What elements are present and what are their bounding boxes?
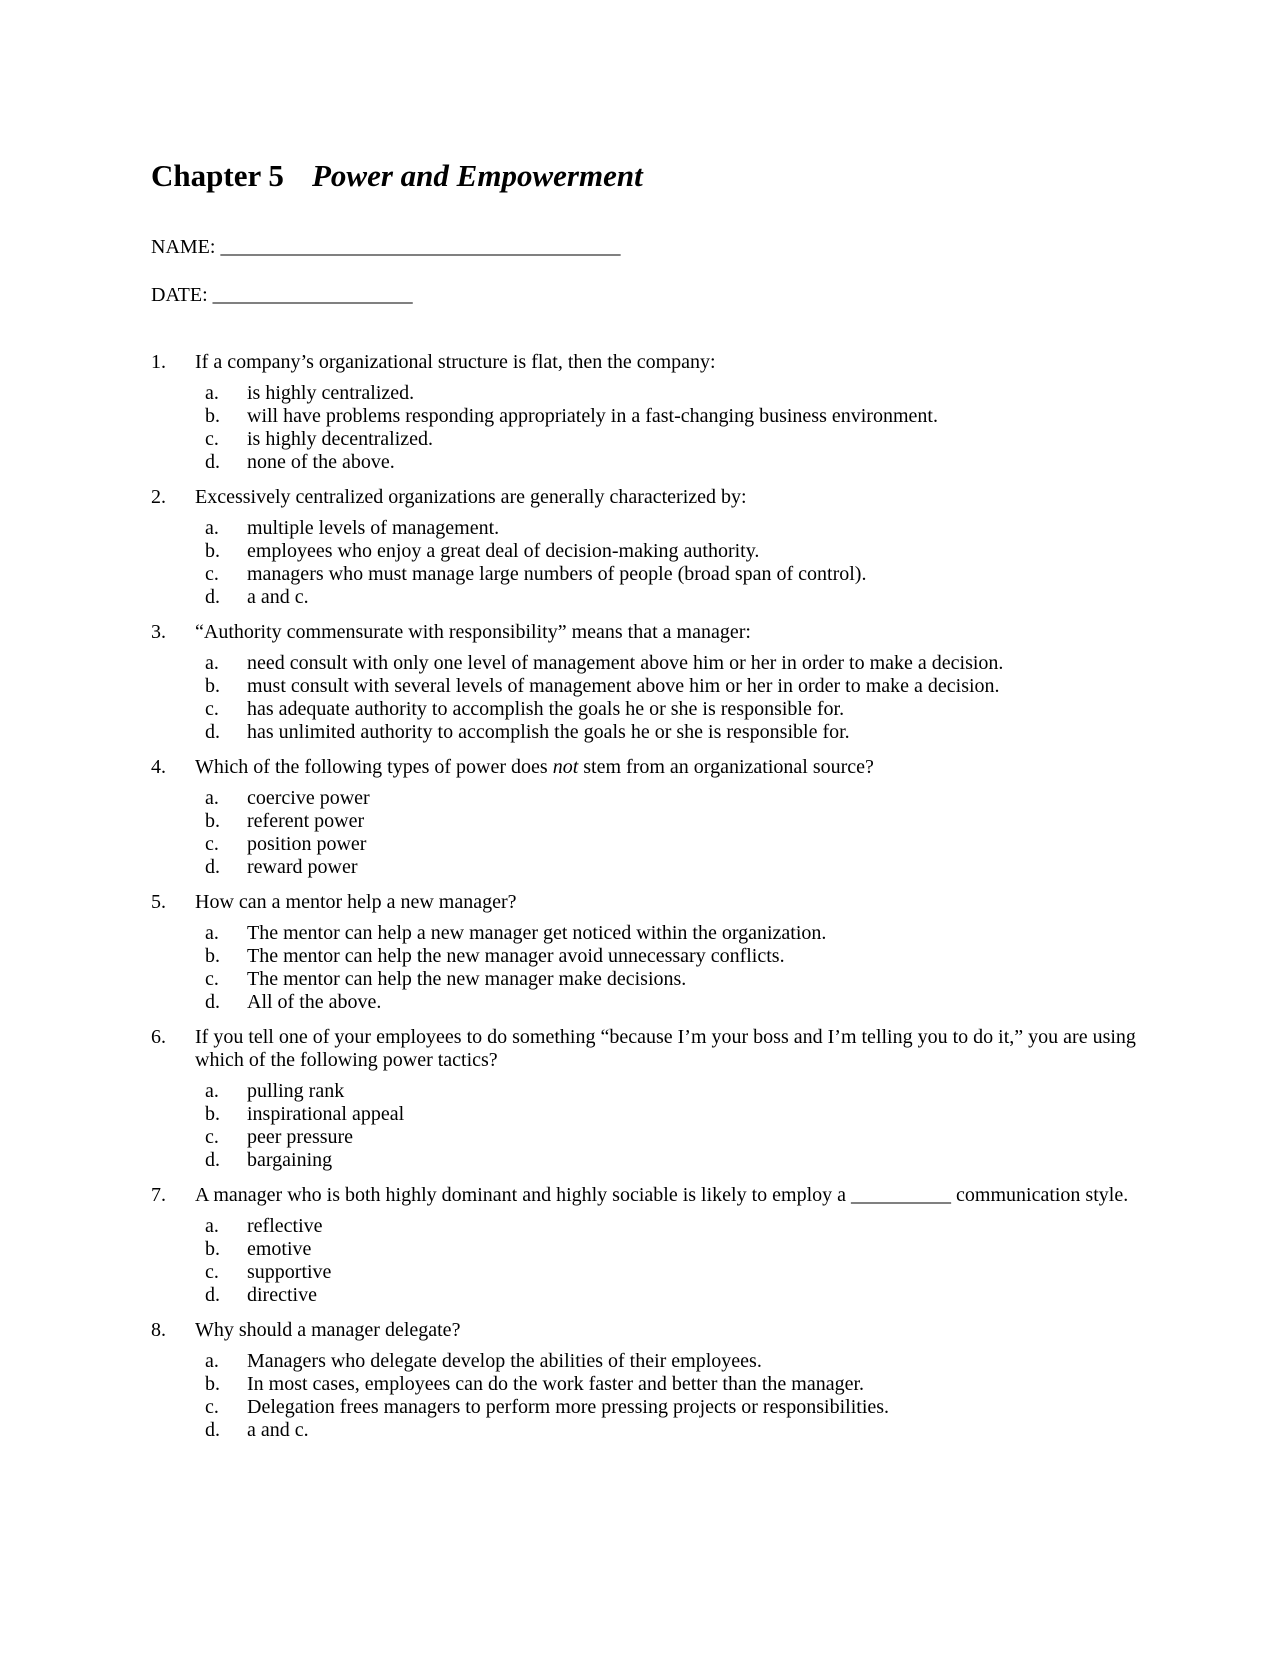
answer-option xyxy=(205,1080,1141,1103)
answer-option xyxy=(205,787,1141,810)
question-item xyxy=(151,1184,1141,1307)
answer-options xyxy=(205,1215,1141,1307)
option-text: The mentor can help the new manager avoid unnecessary conflicts. xyxy=(247,945,785,967)
option-text: reward power xyxy=(247,856,358,878)
option-letter: b. xyxy=(205,675,220,697)
option-text: The mentor can help a new manager get noticed within the organization. xyxy=(247,922,827,944)
question-text-segment: If a company’s organizational structure is flat, then the company: xyxy=(195,351,716,373)
chapter-label: Chapter 5 xyxy=(151,158,284,193)
option-text: peer pressure xyxy=(247,1126,354,1148)
option-letter: c. xyxy=(205,1396,219,1418)
option-text: a and c. xyxy=(247,586,309,608)
answer-option xyxy=(205,405,1141,428)
option-letter: b. xyxy=(205,945,220,967)
option-text: inspirational appeal xyxy=(247,1103,405,1125)
option-letter: d. xyxy=(205,1149,220,1171)
option-text: The mentor can help the new manager make decisions. xyxy=(247,968,687,990)
option-letter: b. xyxy=(205,1373,220,1395)
answer-option xyxy=(205,586,1141,609)
question-text xyxy=(195,621,1141,644)
option-letter: c. xyxy=(205,968,219,990)
question-row xyxy=(151,891,1141,914)
answer-option xyxy=(205,563,1141,586)
option-text: coercive power xyxy=(247,787,370,809)
option-text: pulling rank xyxy=(247,1080,345,1102)
option-letter: c. xyxy=(205,1261,219,1283)
question-number: 4. xyxy=(151,756,166,778)
option-letter: a. xyxy=(205,517,219,539)
answer-options xyxy=(205,1350,1141,1442)
question-text xyxy=(195,486,1141,509)
answer-option xyxy=(205,517,1141,540)
answer-options xyxy=(205,517,1141,609)
question-text-segment: Which of the following types of power does xyxy=(195,756,553,778)
question-text-segment: stem from an organizational source? xyxy=(578,756,874,778)
question-row xyxy=(151,756,1141,779)
option-text: a and c. xyxy=(247,1419,309,1441)
date-field: DATE: ____________________ xyxy=(151,284,413,306)
answer-option xyxy=(205,382,1141,405)
question-item xyxy=(151,621,1141,744)
option-letter: d. xyxy=(205,451,220,473)
answer-option xyxy=(205,652,1141,675)
answer-option xyxy=(205,1103,1141,1126)
option-letter: d. xyxy=(205,991,220,1013)
question-item xyxy=(151,1319,1141,1442)
option-text: none of the above. xyxy=(247,451,395,473)
option-text: Managers who delegate develop the abilities of their employees. xyxy=(247,1350,762,1372)
option-text: must consult with several levels of management above him or her in order to make a decision. xyxy=(247,675,1000,697)
option-text: In most cases, employees can do the work faster and better than the manager. xyxy=(247,1373,865,1395)
question-text xyxy=(195,756,1141,779)
option-letter: d. xyxy=(205,586,220,608)
question-item xyxy=(151,756,1141,879)
answer-option xyxy=(205,1419,1141,1442)
option-letter: c. xyxy=(205,428,219,450)
question-number: 7. xyxy=(151,1184,166,1206)
answer-option xyxy=(205,922,1141,945)
answer-option xyxy=(205,698,1141,721)
option-letter: a. xyxy=(205,787,219,809)
answer-options xyxy=(205,652,1141,744)
answer-option xyxy=(205,1350,1141,1373)
question-row xyxy=(151,1184,1141,1207)
answer-options xyxy=(205,922,1141,1014)
question-text-segment: “Authority commensurate with responsibility” means that a manager: xyxy=(195,621,751,643)
option-letter: d. xyxy=(205,1284,220,1306)
answer-option xyxy=(205,428,1141,451)
answer-option xyxy=(205,810,1141,833)
option-letter: b. xyxy=(205,810,220,832)
option-text: reflective xyxy=(247,1215,323,1237)
option-letter: b. xyxy=(205,540,220,562)
answer-option xyxy=(205,540,1141,563)
option-text: will have problems responding appropriately in a fast-changing business environment. xyxy=(247,405,938,427)
option-letter: a. xyxy=(205,1215,219,1237)
name-field: NAME: ________________________________________ xyxy=(151,236,621,258)
chapter-subtitle: Power and Empowerment xyxy=(312,158,643,193)
answer-option xyxy=(205,721,1141,744)
question-item xyxy=(151,486,1141,609)
answer-options xyxy=(205,1080,1141,1172)
answer-option xyxy=(205,1149,1141,1172)
option-letter: b. xyxy=(205,1103,220,1125)
option-text: referent power xyxy=(247,810,365,832)
option-text: Delegation frees managers to perform more pressing projects or responsibilities. xyxy=(247,1396,890,1418)
answer-option xyxy=(205,1126,1141,1149)
option-text: managers who must manage large numbers of people (broad span of control). xyxy=(247,563,867,585)
question-row xyxy=(151,351,1141,374)
question-number: 1. xyxy=(151,351,166,373)
question-text xyxy=(195,1026,1141,1072)
option-letter: a. xyxy=(205,1080,219,1102)
option-text: need consult with only one level of management above him or her in order to make a decision. xyxy=(247,652,1004,674)
answer-option xyxy=(205,991,1141,1014)
question-text-segment: Excessively centralized organizations are generally characterized by: xyxy=(195,486,747,508)
question-text-segment: How can a mentor help a new manager? xyxy=(195,891,517,913)
option-text: is highly centralized. xyxy=(247,382,415,404)
option-letter: d. xyxy=(205,1419,220,1441)
question-text xyxy=(195,351,1141,374)
answer-option xyxy=(205,1284,1141,1307)
option-letter: c. xyxy=(205,833,219,855)
question-item xyxy=(151,891,1141,1014)
option-text: has adequate authority to accomplish the goals he or she is responsible for. xyxy=(247,698,845,720)
question-item xyxy=(151,1026,1141,1172)
option-letter: b. xyxy=(205,405,220,427)
answer-option xyxy=(205,968,1141,991)
option-letter: d. xyxy=(205,856,220,878)
question-row xyxy=(151,1319,1141,1342)
option-text: employees who enjoy a great deal of decision-making authority. xyxy=(247,540,760,562)
option-letter: a. xyxy=(205,382,219,404)
option-letter: c. xyxy=(205,698,219,720)
answer-option xyxy=(205,1238,1141,1261)
answer-option xyxy=(205,833,1141,856)
question-item xyxy=(151,351,1141,474)
question-number: 8. xyxy=(151,1319,166,1341)
question-row xyxy=(151,486,1141,509)
question-list xyxy=(151,351,1141,1454)
question-number: 6. xyxy=(151,1026,166,1048)
question-number: 3. xyxy=(151,621,166,643)
answer-option xyxy=(205,675,1141,698)
option-text: has unlimited authority to accomplish the goals he or she is responsible for. xyxy=(247,721,850,743)
question-number: 2. xyxy=(151,486,166,508)
page-title xyxy=(151,158,643,194)
option-letter: b. xyxy=(205,1238,220,1260)
option-letter: a. xyxy=(205,652,219,674)
question-text xyxy=(195,891,1141,914)
question-text xyxy=(195,1184,1141,1207)
option-letter: a. xyxy=(205,922,219,944)
option-text: supportive xyxy=(247,1261,332,1283)
answer-option xyxy=(205,945,1141,968)
answer-option xyxy=(205,1396,1141,1419)
question-text-segment: A manager who is both highly dominant and highly sociable is likely to employ a __________ communication style. xyxy=(195,1184,1129,1206)
option-letter: d. xyxy=(205,721,220,743)
question-number: 5. xyxy=(151,891,166,913)
option-letter: a. xyxy=(205,1350,219,1372)
answer-option xyxy=(205,1373,1141,1396)
option-letter: c. xyxy=(205,1126,219,1148)
option-text: All of the above. xyxy=(247,991,382,1013)
option-text: directive xyxy=(247,1284,317,1306)
answer-options xyxy=(205,787,1141,879)
option-text: position power xyxy=(247,833,367,855)
question-text xyxy=(195,1319,1141,1342)
question-text-segment: not xyxy=(552,756,579,778)
question-row xyxy=(151,1026,1141,1072)
option-text: multiple levels of management. xyxy=(247,517,500,539)
question-row xyxy=(151,621,1141,644)
option-letter: c. xyxy=(205,563,219,585)
option-text: emotive xyxy=(247,1238,312,1260)
answer-option xyxy=(205,1215,1141,1238)
option-text: bargaining xyxy=(247,1149,333,1171)
answer-options xyxy=(205,382,1141,474)
option-text: is highly decentralized. xyxy=(247,428,434,450)
question-text-segment: Why should a manager delegate? xyxy=(195,1319,461,1341)
question-text-segment: If you tell one of your employees to do something “because I’m your boss and I’m telling you to do it,” you are using which of the following power tactics? xyxy=(195,1026,1136,1071)
answer-option xyxy=(205,856,1141,879)
answer-option xyxy=(205,1261,1141,1284)
answer-option xyxy=(205,451,1141,474)
